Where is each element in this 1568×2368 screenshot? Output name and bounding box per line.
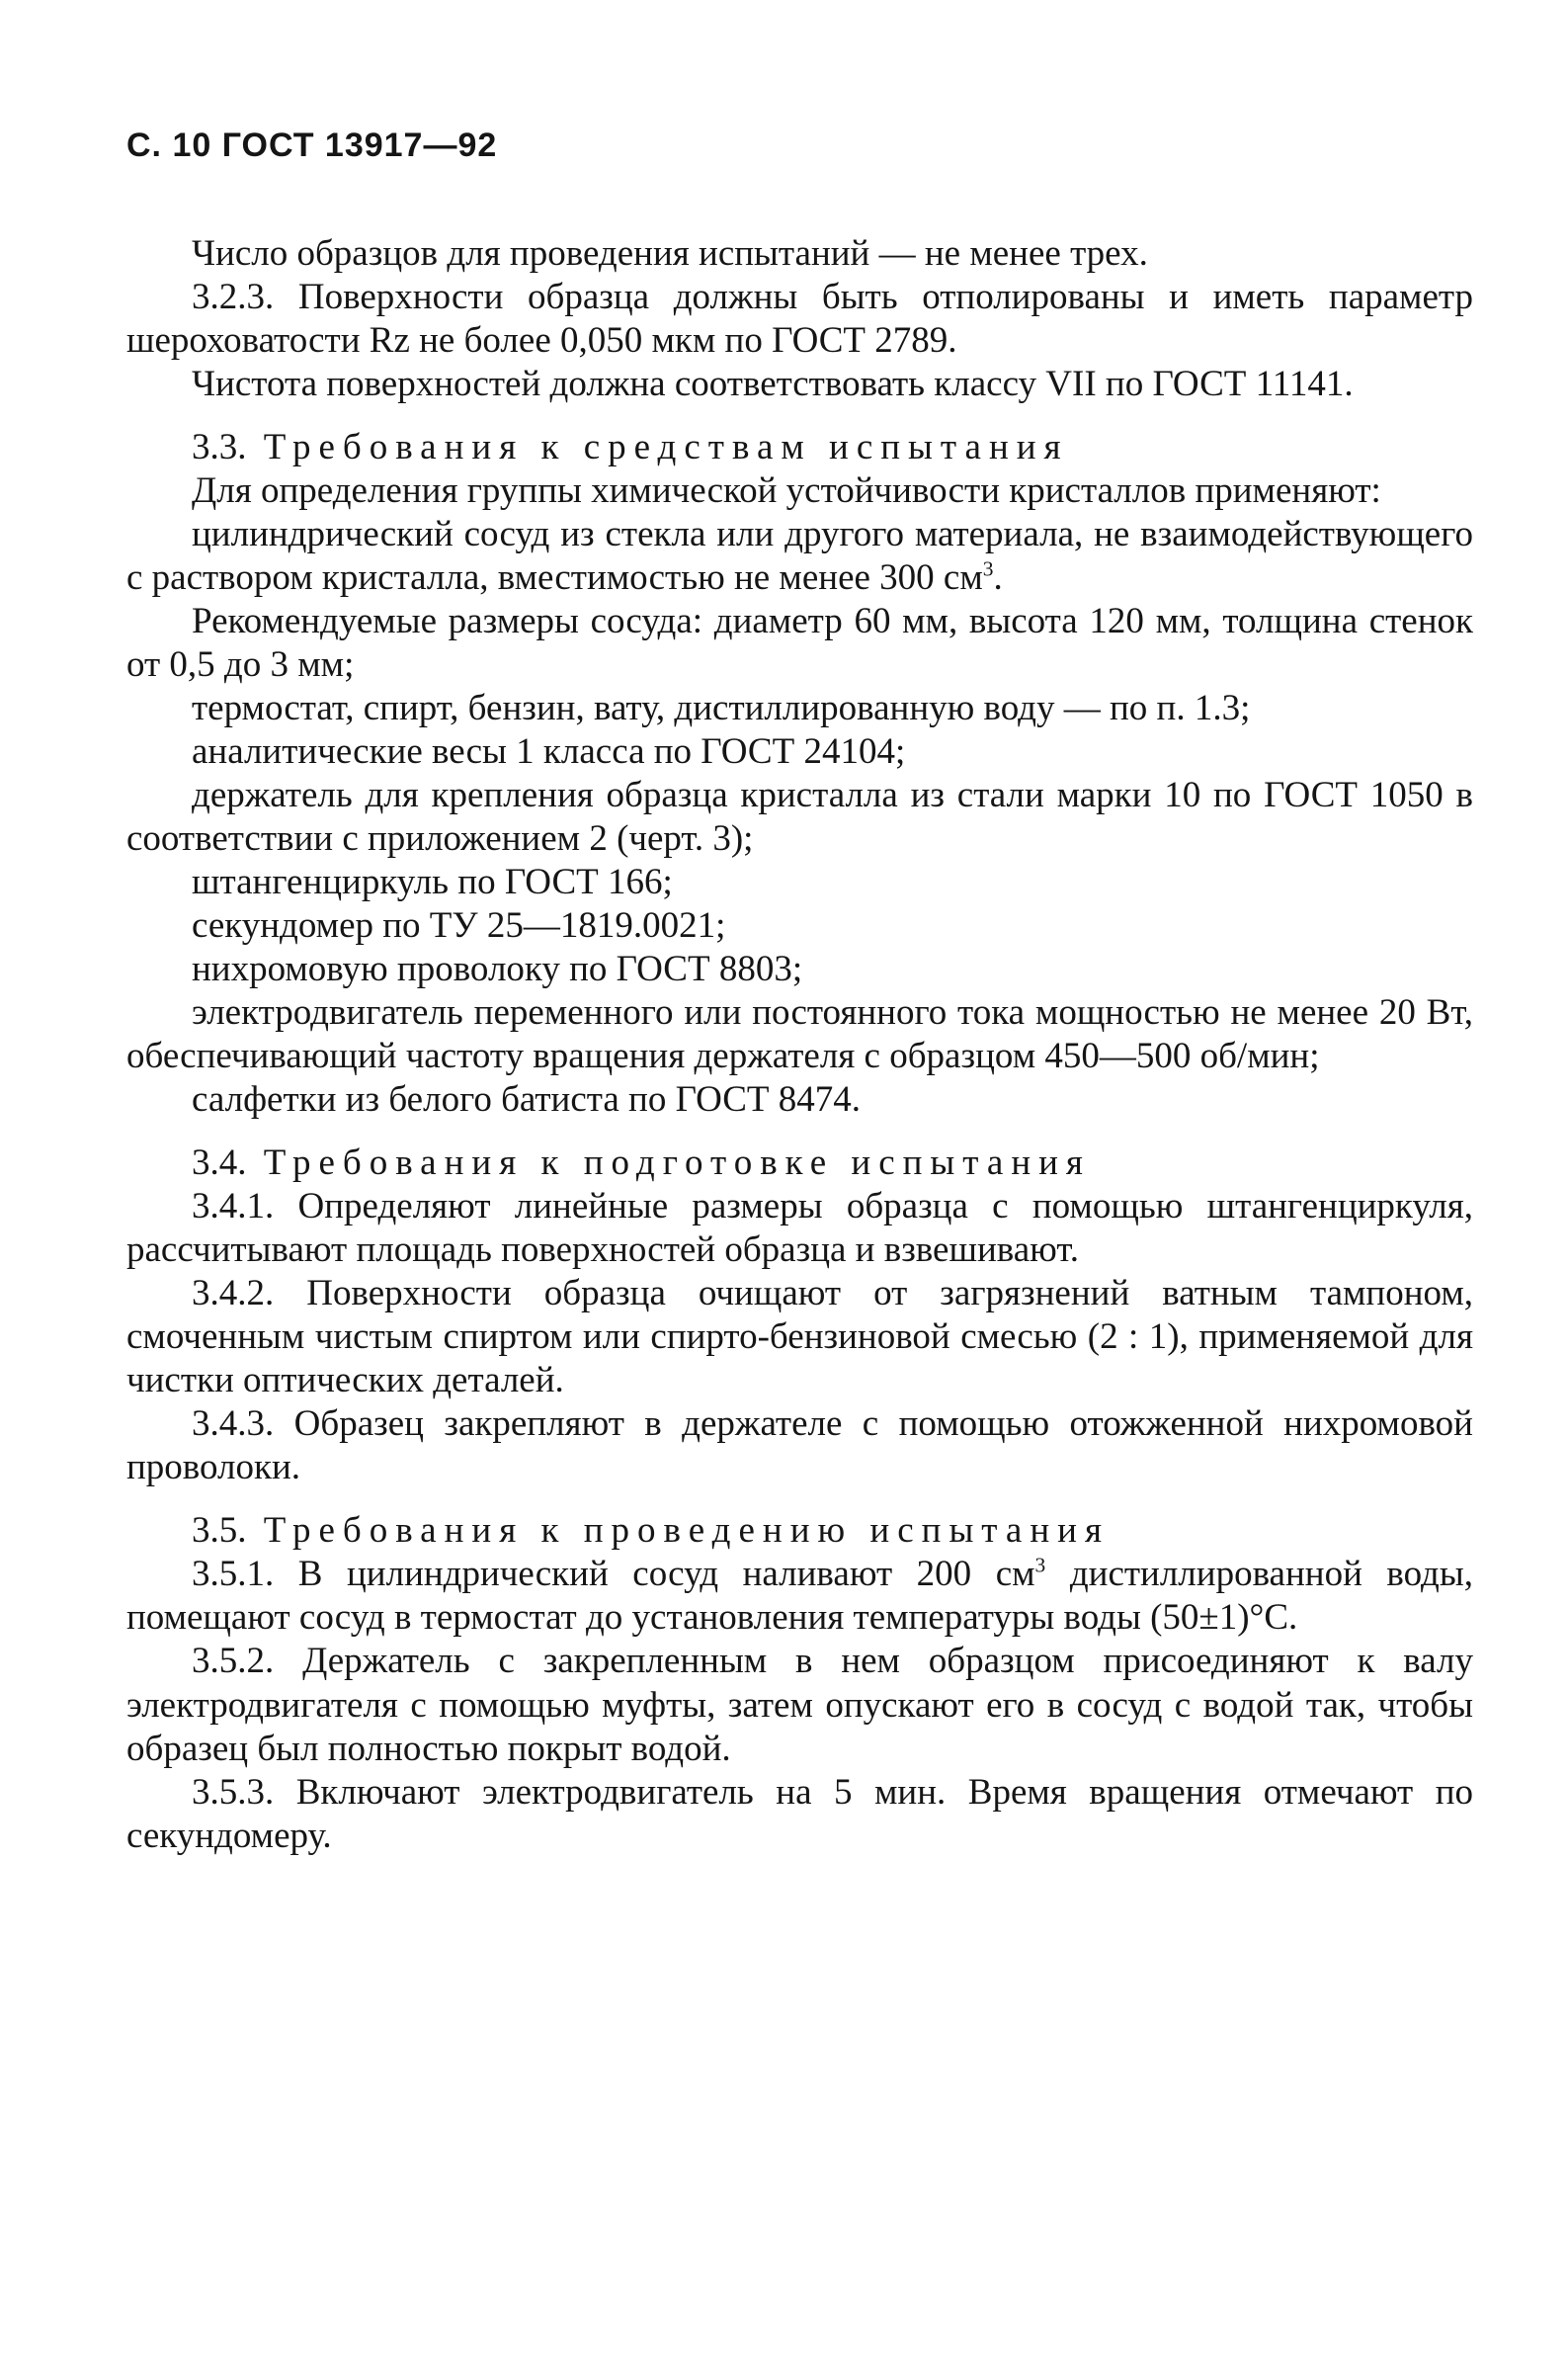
paragraph-thermostat: термостат, спирт, бензин, вату, дистиллированную воду — по п. 1.3; bbox=[192, 688, 1251, 729]
section-title-3-5: Требования к проведению испытания bbox=[263, 1510, 1110, 1552]
paragraph-3-4-1: 3.4.1. Определяют линейные размеры образца с помощью штангенциркуля, рассчитывают площадь поверхностей образца и взвешивают. bbox=[126, 1186, 1473, 1271]
section-number-3-3: 3.3. bbox=[192, 427, 247, 468]
paragraph-3-2-3: 3.2.3. Поверхности образца должны быть отполированы и иметь параметр шероховатости Rz не более 0,050 мкм по ГОСТ 2789. bbox=[126, 277, 1473, 362]
paragraph-3-5-1-start: 3.5.1. В цилиндрический сосуд наливают 200 см bbox=[192, 1554, 1035, 1595]
superscript-cube: 3 bbox=[982, 556, 994, 581]
section-number-3-4: 3.4. bbox=[192, 1142, 247, 1184]
paragraph-stopwatch: секундомер по ТУ 25—1819.0021; bbox=[192, 905, 726, 947]
paragraph-3-5-1-end: дистиллированной воды, помещают сосуд в термостат до установления температуры воды (50±1)°С. bbox=[126, 1554, 1473, 1639]
paragraph-3-5-2: 3.5.2. Держатель с закрепленным в нем образцом присоединяют к валу электродвигателя с помощью муфты, затем опускают его в сосуд с водой так, чтобы образец был полностью покрыт водой. bbox=[126, 1641, 1473, 1769]
paragraph-apply-intro: Для определения группы химической устойчивости кристаллов применяют: bbox=[192, 470, 1381, 512]
paragraph-nichrome-wire: нихромовую проволоку по ГОСТ 8803; bbox=[192, 949, 803, 990]
document-body bbox=[126, 232, 1473, 1858]
paragraph-sample-count: Число образцов для проведения испытаний — не менее трех. bbox=[192, 233, 1148, 274]
superscript-cube: 3 bbox=[1034, 1554, 1046, 1578]
paragraph-balance: аналитические весы 1 класса по ГОСТ 24104; bbox=[192, 731, 906, 773]
section-heading-3-4 bbox=[126, 1142, 1473, 1185]
section-title-3-4: Требования к подготовке испытания bbox=[263, 1142, 1091, 1184]
page-header: С. 10 ГОСТ 13917—92 bbox=[126, 127, 498, 164]
paragraph-cylindrical-vessel bbox=[126, 513, 1473, 600]
paragraph-3-4-3: 3.4.3. Образец закрепляют в держателе с помощью отожженной нихромовой проволоки. bbox=[126, 1403, 1473, 1488]
vessel-text: цилиндрический сосуд из стекла или другого материала, не взаимодействующего с раствором кристалла, вместимостью не менее 300 см bbox=[126, 514, 1473, 599]
paragraph-cambric-wipes: салфетки из белого батиста по ГОСТ 8474. bbox=[192, 1079, 862, 1121]
section-title-3-3: Требования к средствам испытания bbox=[263, 427, 1069, 468]
paragraph-electric-motor: электродвигатель переменного или постоянного тока мощностью не менее 20 Вт, обеспечивающий частоту вращения держателя с образцом 450—500 об/мин; bbox=[126, 992, 1473, 1077]
paragraph-3-5-1 bbox=[126, 1553, 1473, 1640]
section-heading-3-5 bbox=[126, 1509, 1473, 1553]
vessel-text-end: . bbox=[993, 557, 1003, 599]
section-number-3-5: 3.5. bbox=[192, 1510, 247, 1552]
paragraph-surface-cleanliness: Чистота поверхностей должна соответствовать классу VII по ГОСТ 11141. bbox=[192, 364, 1354, 405]
paragraph-3-4-2: 3.4.2. Поверхности образца очищают от загрязнений ватным тампоном, смоченным чистым спиртом или спирто-бензиновой смесью (2 : 1), применяемой для чистки оптических деталей. bbox=[126, 1273, 1473, 1401]
paragraph-holder: держатель для крепления образца кристалла из стали марки 10 по ГОСТ 1050 в соответствии с приложением 2 (черт. 3); bbox=[126, 775, 1473, 860]
paragraph-vessel-dimensions: Рекомендуемые размеры сосуда: диаметр 60 мм, высота 120 мм, толщина стенок от 0,5 до 3 мм; bbox=[126, 601, 1473, 686]
paragraph-caliper: штангенциркуль по ГОСТ 166; bbox=[192, 862, 673, 903]
paragraph-3-5-3: 3.5.3. Включают электродвигатель на 5 мин. Время вращения отмечают по секундомеру. bbox=[126, 1771, 1473, 1856]
section-heading-3-3 bbox=[126, 426, 1473, 469]
